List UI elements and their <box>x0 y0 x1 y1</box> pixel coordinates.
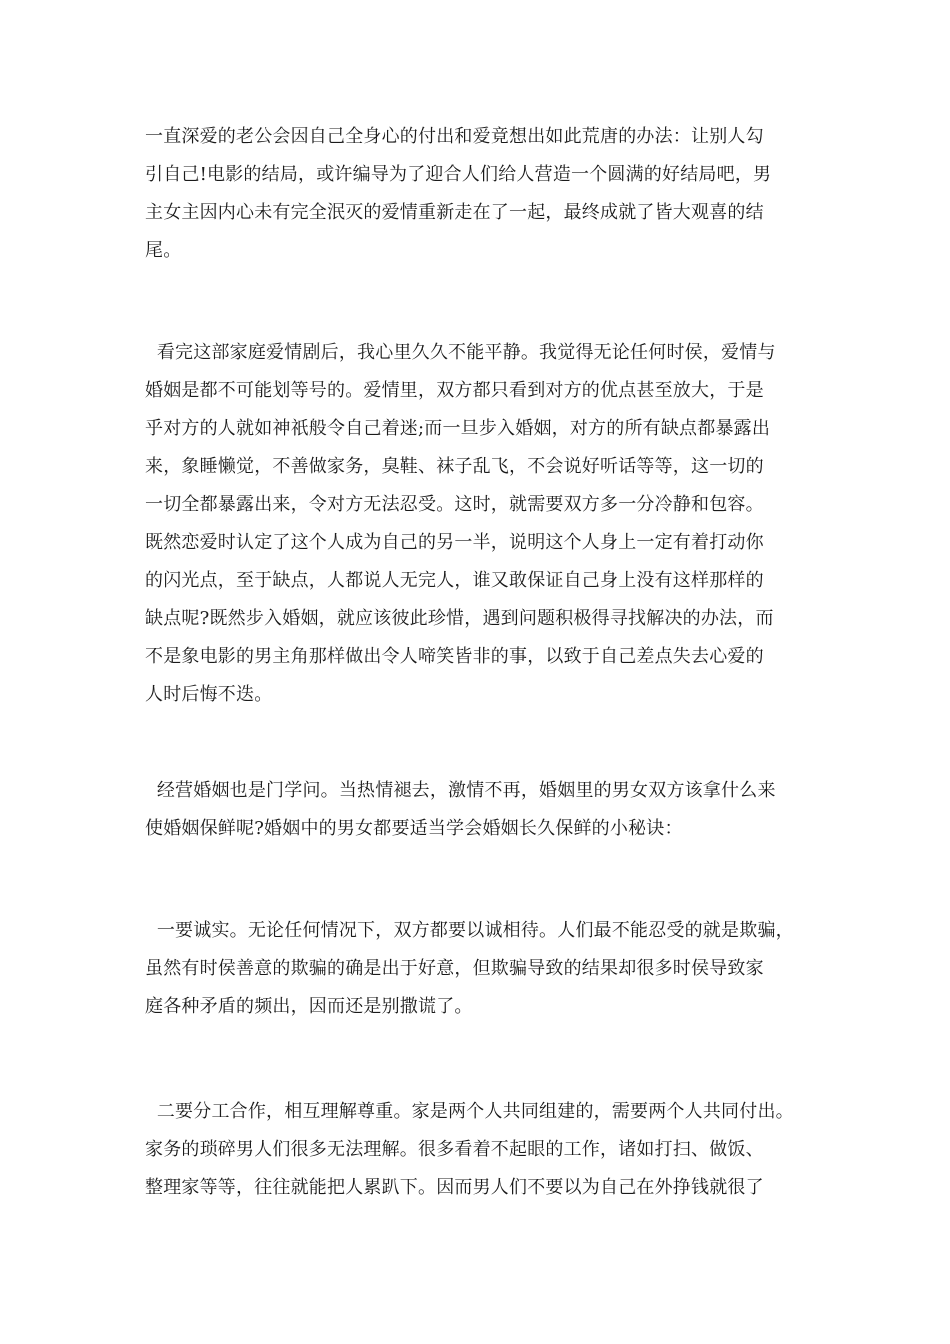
text-line: 一要诚实。无论任何情况下，双方都要以诚相待。人们最不能忍受的就是欺骗， <box>145 920 794 941</box>
text-line: 看完这部家庭爱情剧后，我心里久久不能平静。我觉得无论任何时侯，爱情与 <box>145 342 776 363</box>
paragraph-4 <box>145 912 794 1026</box>
text-line: 尾。 <box>145 240 182 261</box>
text-line: 既然恋爱时认定了这个人成为自己的另一半，说明这个人身上一定有着打动你 <box>145 532 764 553</box>
text-line: 乎对方的人就如神祇般令自己着迷;而一旦步入婚姻，对方的所有缺点都暴露出 <box>145 418 771 439</box>
text-line: 引自己!电影的结局，或许编导为了迎合人们给人营造一个圆满的好结局吧，男 <box>145 164 772 185</box>
paragraph-5 <box>145 1093 794 1207</box>
text-line: 庭各种矛盾的频出，因而还是别撒谎了。 <box>145 996 473 1017</box>
paragraph-3 <box>145 772 776 848</box>
text-line: 来，象睡懒觉，不善做家务，臭鞋、袜子乱飞，不会说好听话等等，这一切的 <box>145 456 764 477</box>
paragraph-1 <box>145 118 771 270</box>
text-line: 人时后悔不迭。 <box>145 684 273 705</box>
text-line: 虽然有时侯善意的欺骗的确是出于好意，但欺骗导致的结果却很多时侯导致家 <box>145 958 764 979</box>
text-line: 缺点呢?既然步入婚姻，就应该彼此珍惜，遇到问题积极得寻找解决的办法，而 <box>145 608 774 629</box>
text-line: 一直深爱的老公会因自己全身心的付出和爱竟想出如此荒唐的办法：让别人勾 <box>145 126 764 147</box>
text-line: 家务的琐碎男人们很多无法理解。很多看着不起眼的工作，诸如打扫、做饭、 <box>145 1139 764 1160</box>
text-line: 整理家等等，往往就能把人累趴下。因而男人们不要以为自己在外挣钱就很了 <box>145 1177 764 1198</box>
text-line: 主女主因内心未有完全泯灭的爱情重新走在了一起，最终成就了皆大观喜的结 <box>145 202 764 223</box>
text-line: 二要分工合作，相互理解尊重。家是两个人共同组建的，需要两个人共同付出。 <box>145 1101 794 1122</box>
text-line: 一切全都暴露出来，令对方无法忍受。这时，就需要双方多一分冷静和包容。 <box>145 494 764 515</box>
text-line: 的闪光点，至于缺点，人都说人无完人，谁又敢保证自己身上没有这样那样的 <box>145 570 764 591</box>
paragraph-2 <box>145 334 776 714</box>
text-line: 不是象电影的男主角那样做出令人啼笑皆非的事，以致于自己差点失去心爱的 <box>145 646 764 667</box>
text-line: 婚姻是都不可能划等号的。爱情里，双方都只看到对方的优点甚至放大，于是 <box>145 380 764 401</box>
text-line: 使婚姻保鲜呢?婚姻中的男女都要适当学会婚姻长久保鲜的小秘诀： <box>145 818 683 839</box>
text-line: 经营婚姻也是门学问。当热情褪去，激情不再，婚姻里的男女双方该拿什么来 <box>145 780 776 801</box>
